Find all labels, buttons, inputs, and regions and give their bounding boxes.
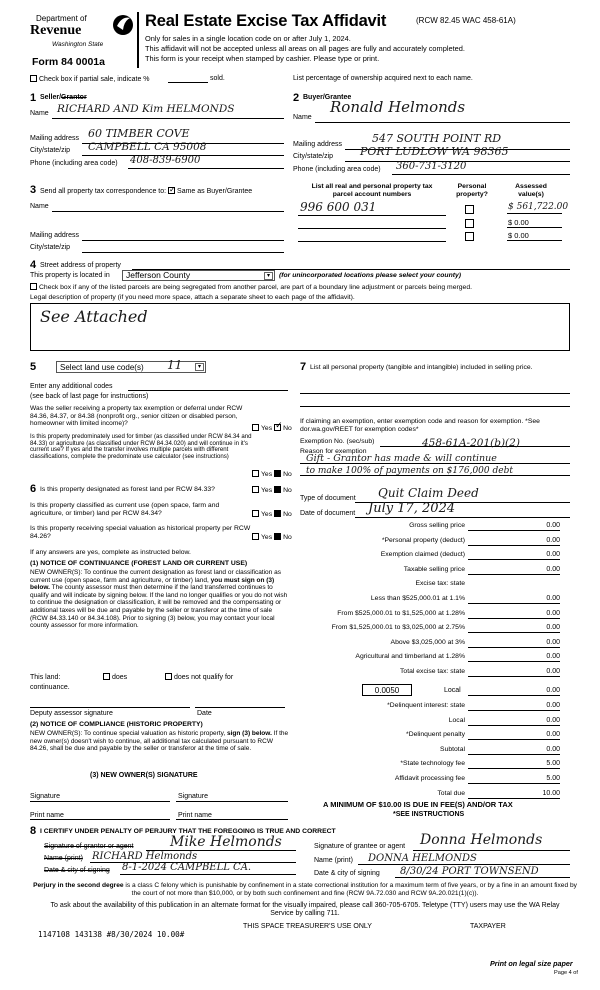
tax-row2-line	[468, 725, 560, 726]
buyer-mailing-label: Mailing address	[293, 141, 343, 148]
deputy-signature-label: Deputy assessor signature	[30, 710, 113, 717]
notice-continuance-text-b: you must sign on (3) below.	[30, 576, 275, 592]
tax-row-label: Total excise tax: state	[400, 668, 465, 675]
tax-row-value: 0.00	[546, 624, 560, 632]
buyer-phone-value[interactable]: 360-731-3120	[396, 161, 467, 172]
revenue-text: Revenue	[30, 23, 82, 38]
timber-yes-no	[252, 470, 292, 479]
availability-notice: To ask about the availability of this publication in an alternate format for the visually impaired, please call 360-705-6705. Teletype (TTY) users may use the WA Relay Service by calling 711.	[50, 902, 560, 918]
personal-property-line-1[interactable]	[300, 393, 570, 394]
current-use-yes-no	[252, 510, 292, 519]
owner-signature-line-1[interactable]	[30, 801, 170, 802]
grantor-date-line	[120, 874, 296, 875]
partial-sale-label: Check box if partial sale, indicate %	[39, 76, 150, 83]
tax-row2-label: Subtotal	[440, 745, 465, 753]
yes-label: Yes	[261, 487, 273, 494]
deputy-date-line[interactable]	[195, 707, 285, 708]
located-in-label: This property is located in	[30, 272, 110, 279]
tax-row2-label: Affidavit processing fee	[394, 775, 465, 782]
section8-number: 8	[30, 825, 37, 837]
state-text: Washington State	[52, 41, 104, 48]
this-land-label: This land:	[30, 674, 61, 681]
notice-continuance-title: (1) NOTICE OF CONTINUANCE (FOREST LAND OR CURRENT USE)	[30, 560, 248, 567]
grantee-signature-line	[413, 850, 570, 851]
forest-yes-checkbox[interactable]	[252, 486, 259, 493]
seller-label	[40, 94, 87, 102]
chevron-down-icon: ▾	[195, 363, 204, 371]
tax-row-line	[468, 530, 560, 531]
minimum-due: A MINIMUM OF $10.00 IS DUE IN FEE(S) AND/OR TAX	[323, 800, 513, 809]
tax-row2-value: 5.00	[546, 775, 560, 782]
grantor-date-value[interactable]: 8-1-2024 CAMPBELL CA.	[122, 862, 252, 873]
grantee-signature-label: Signature of grantee or agent	[314, 843, 406, 850]
tax-row-line	[468, 661, 560, 662]
yes-label: Yes	[261, 425, 273, 432]
notice-compliance-text-b: sign (3) below.	[227, 730, 272, 737]
ownership-note: List percentage of ownership acquired next to each name.	[293, 75, 473, 82]
partial-percent-line[interactable]	[168, 82, 208, 83]
exemption-no-checkbox[interactable]: ✓	[275, 420, 283, 430]
legal-description-value: See Attached	[40, 307, 148, 326]
timber-no-checkbox[interactable]	[274, 470, 281, 477]
county-note: (for unincorporated locations please select your county)	[279, 272, 462, 279]
historic-no-checkbox[interactable]	[274, 533, 281, 540]
exemption-question: Was the seller receiving a property tax exemption or deferral under RCW 84.36, 84.37, or 84.38 (nonprofit org., senior citizen or disabled person, homeowner with limited income)?	[30, 405, 243, 428]
tax-row-line	[468, 574, 560, 575]
tax-row-line	[468, 603, 560, 604]
doc-date-value[interactable]: July 17, 2024	[368, 501, 456, 516]
parcel-2-line[interactable]	[298, 228, 446, 229]
tax-row2-line	[468, 798, 560, 799]
header-note-1: Only for sales in a single location code on or after July 1, 2024.	[145, 34, 351, 43]
perjury-notice	[30, 882, 580, 897]
buyer-name-label: Name	[293, 114, 312, 121]
grantor-signature-label: Signature of grantor or agent	[44, 843, 134, 850]
seller-name-line	[52, 118, 284, 119]
tax-row2-label: Local	[448, 716, 465, 724]
exemption-number-value[interactable]: 458-61A-201(b)(2)	[422, 437, 520, 449]
section3-number: 3	[30, 184, 37, 196]
form-title: Real Estate Excise Tax Affidavit	[145, 12, 387, 30]
tax-row-line	[468, 632, 560, 633]
tax-row-line	[468, 559, 560, 560]
tax-row2-value: 0.00	[546, 702, 560, 709]
seller-name-label: Name	[30, 110, 49, 117]
form-number: Form 84 0001a	[32, 56, 105, 68]
no-label: No	[283, 471, 292, 478]
tax-row2-line	[468, 754, 560, 755]
continuance-label: continuance.	[30, 684, 70, 691]
tax-row-line	[468, 618, 560, 619]
parcel-1-value-line	[507, 213, 562, 214]
section3-send-label: Send all property tax correspondence to:	[40, 188, 167, 195]
cashier-stamp: 1147108 143138 #8/30/2024 10.00#	[38, 930, 185, 939]
tax-row2-value: 0.00	[546, 731, 560, 739]
reason-label: Reason for exemption	[300, 448, 367, 455]
partial-sale-checkbox[interactable]	[30, 75, 37, 82]
tax-row-label: *Personal property (deduct)	[381, 536, 465, 544]
tax-row-label: Gross selling price	[409, 522, 465, 529]
doc-type-value[interactable]: Quit Claim Deed	[378, 486, 479, 500]
tax-row-label: From $525,000.01 to $1,525,000 at 1.28%	[337, 609, 465, 617]
tax-row2-label: *State technology fee	[400, 760, 465, 768]
does-checkbox[interactable]	[103, 673, 110, 680]
additional-codes-line[interactable]	[128, 390, 288, 391]
local-label: Local	[444, 687, 461, 694]
tax-row2-line	[468, 710, 560, 711]
deputy-date-label: Date	[197, 710, 212, 717]
land-use-select[interactable]	[56, 358, 206, 373]
buyer-city-label: City/state/zip	[293, 153, 334, 160]
tax-row2-line	[468, 768, 560, 769]
section3-mailing-line[interactable]	[82, 240, 284, 241]
parcel-header: List all real and personal property tax parcel account numbers	[311, 183, 433, 198]
county-select[interactable]	[122, 270, 275, 281]
no-label: No	[283, 534, 292, 541]
notice-compliance-title: (2) NOTICE OF COMPLIANCE (HISTORIC PROPERTY)	[30, 721, 203, 728]
owner-signature-label-2: Signature	[178, 793, 208, 800]
partial-sale-row	[30, 75, 150, 84]
no-label: No	[283, 487, 292, 494]
section3-name-label: Name	[30, 203, 49, 210]
taxpayer-label: TAXPAYER	[470, 923, 506, 930]
local-rate-value: 0.0050	[374, 686, 400, 695]
tax-row-label: From $1,525,000.01 to $3,025,000 at 2.75%	[331, 624, 465, 632]
personal-property-label: List all personal property (tangible and intangible) included in selling price.	[310, 364, 533, 371]
historic-yes-checkbox[interactable]	[252, 533, 259, 540]
owner-print-label-2: Print name	[178, 812, 212, 819]
grantee-name-label: Name (print)	[314, 857, 353, 864]
tax-row-value: 0.00	[546, 668, 560, 675]
forest-question: Is this property designated as forest land per RCW 84.33?	[40, 486, 215, 493]
treasurer-use: THIS SPACE TREASURER'S USE ONLY	[243, 923, 372, 930]
forest-no-checkbox[interactable]	[274, 486, 281, 493]
parcel-1-personal-checkbox[interactable]	[465, 205, 474, 214]
tax-row2-value: 0.00	[546, 716, 560, 724]
tax-row-label: Agricultural and timberland at 1.28%	[355, 653, 465, 661]
exemption-number-label: Exemption No. (sec/sub)	[300, 438, 375, 445]
segregated-label: Check box if any of the listed parcels are being segregated from another parcel, are part of a boundary line adjustment or parcels being merged.	[39, 284, 472, 291]
notice-continuance-text-c: The county assessor must then determine if the land transferred continues to qualify and will indicate by signing below. If the land no longer qualifies or you do not wish to continue the designation or classification, it will be removed and the compensating or additional taxes will be due and payable by the seller or transferor at the time of sale (RCW 84.33.140 or 84.34.108). Prior to signing (3) below, you may contact your local county assessor for more information.	[30, 584, 288, 630]
segregated-checkbox[interactable]	[30, 283, 37, 290]
buyer-label: Buyer/Grantee	[303, 94, 352, 101]
header-note-3: This form is your receipt when stamped by cashier. Please type or print.	[145, 54, 380, 63]
section3-mailing-label: Mailing address	[30, 232, 80, 239]
buyer-phone-line	[392, 174, 570, 175]
grantee-date-value[interactable]: 8/30/24 PORT TOWNSEND	[400, 866, 539, 877]
owner-print-label-1: Print name	[30, 812, 64, 819]
section3-city-line[interactable]	[82, 252, 284, 253]
tax-row-label: Above $3,025,000 at 3%	[390, 638, 465, 646]
street-address-label: Street address of property	[40, 262, 121, 269]
tax-row2-label: *Delinquent penalty	[406, 731, 465, 739]
section6-number: 6	[30, 483, 37, 495]
header-divider	[137, 12, 139, 68]
doc-type-label: Type of document	[300, 495, 356, 502]
tax-row2-line	[468, 739, 560, 740]
tax-row2-line	[468, 783, 560, 784]
does-label: does	[112, 674, 128, 681]
tax-row-label: Excise tax: state	[415, 580, 465, 588]
exemption-note: If claiming an exemption, enter exemption code and reason for exemption. *See dor.wa.gov/REET for exemption codes*	[300, 418, 540, 433]
tax-row-line	[468, 545, 560, 546]
additional-codes-label: Enter any additional codes	[30, 383, 113, 390]
no-label: No	[283, 511, 292, 518]
print-legal-note: Print on legal size paper	[490, 959, 573, 968]
exemption-yes-no	[252, 420, 292, 433]
dept-text: Department of	[36, 14, 87, 23]
section4-number: 4	[30, 259, 37, 271]
does-option	[103, 673, 127, 682]
notice-compliance-text	[30, 730, 290, 753]
tax-row2-value: 0.00	[546, 745, 560, 753]
land-use-value: 11	[167, 358, 183, 372]
exemption-yes-checkbox[interactable]	[252, 424, 259, 431]
section7-number: 7	[300, 361, 307, 373]
revenue-swoosh-icon	[112, 12, 134, 38]
parcel-1-value[interactable]: $ 561,722.00	[508, 202, 569, 212]
legal-description-label: Legal description of property (if you need more space, attach a separate sheet to each page of the affidavit).	[30, 294, 355, 301]
buyer-name-line	[315, 122, 570, 123]
seller-label-a: Seller/	[40, 94, 62, 101]
parcel-3-personal-checkbox[interactable]	[465, 232, 474, 241]
forest-yes-no	[252, 486, 292, 495]
tax-row-value: 0.00	[546, 609, 560, 617]
same-as-buyer-checkbox[interactable]: ✓	[169, 185, 176, 194]
seller-city-value[interactable]: CAMPBELL CA 95008	[88, 141, 207, 153]
local-rate-box[interactable]	[362, 684, 412, 696]
see-instructions: *SEE INSTRUCTIONS	[393, 811, 465, 818]
current-use-no-checkbox[interactable]	[274, 510, 281, 517]
current-use-yes-checkbox[interactable]	[252, 510, 259, 517]
personal-property-line-2[interactable]	[300, 406, 570, 407]
grantee-date-label: Date & city of signing	[314, 870, 380, 877]
reason-value-2[interactable]: to make 100% of payments on $176,000 debt	[306, 466, 513, 476]
grantee-name-value[interactable]: DONNA HELMONDS	[368, 853, 477, 864]
tax-row-value: 0.00	[546, 536, 560, 544]
seller-phone-value[interactable]: 408-839-6900	[130, 155, 201, 166]
buyer-phone-label: Phone (including area code)	[293, 166, 381, 173]
see-back-note: (see back of last page for instructions)	[30, 393, 149, 400]
deputy-signature-line[interactable]	[30, 707, 190, 708]
certify-statement: I CERTIFY UNDER PENALTY OF PERJURY THAT THE FOREGOING IS TRUE AND CORRECT	[40, 828, 336, 835]
seller-mailing-label: Mailing address	[30, 135, 80, 142]
grantor-signature-value[interactable]: Mike Helmonds	[170, 834, 282, 850]
parcel-3-line[interactable]	[298, 241, 446, 242]
notice-compliance-text-c: If the new owner(s) doesn't wish to continue, all additional tax calculated pursuant to RCW 84.26, shall be due and payable by the seller or transferor at the time of sale.	[30, 730, 289, 753]
tax-row-value: 0.00	[546, 638, 560, 646]
header-note-2: This affidavit will not be accepted unless all areas on all pages are fully and accurately completed.	[145, 44, 465, 53]
notice-compliance-text-a: NEW OWNER(S): To continue special valuation as historic property,	[30, 730, 227, 737]
local-value: 0.00	[546, 687, 560, 694]
tax-row-label: Less than $525,000.01 at 1.1%	[370, 595, 465, 602]
current-use-question: Is this property classified as current use (open space, farm and agriculture, or timber) land per RCW 84.34?	[30, 502, 220, 517]
section3-name-line[interactable]	[52, 211, 284, 212]
tax-row-label: Taxable selling price	[403, 565, 465, 573]
owner-signature-label-1: Signature	[30, 793, 60, 800]
local-value-line	[468, 695, 560, 696]
tax-row-line	[468, 647, 560, 648]
tax-row-value: 0.00	[546, 565, 560, 573]
buyer-section-number: 2	[293, 92, 300, 104]
yes-label: Yes	[261, 534, 273, 541]
grantor-name-value[interactable]: RICHARD Helmonds	[92, 851, 198, 862]
tax-row-value: 0.00	[546, 522, 560, 529]
if-yes-note: If any answers are yes, complete as instructed below.	[30, 549, 191, 556]
new-owner-signature-title: (3) NEW OWNER(S) SIGNATURE	[90, 772, 198, 779]
tax-row2-value: 10.00	[542, 789, 560, 797]
doc-date-label: Date of document	[300, 510, 356, 517]
notice-continuance-text-a: NEW OWNER(S): To continue the current designation as forest land or classification as current use (open space, farm and agriculture, or timber) land,	[30, 569, 281, 584]
yes-label: Yes	[261, 511, 273, 518]
assessed-header: Assessed value(s)	[515, 183, 547, 198]
historic-yes-no	[252, 533, 292, 542]
tax-row2-label: Total due	[437, 789, 465, 797]
same-as-buyer-label: Same as Buyer/Grantee	[177, 188, 253, 195]
rcw-reference: (RCW 82.45 WAC 458-61A)	[416, 16, 516, 25]
parcel-3-value[interactable]: $ 0.00	[508, 231, 529, 240]
seller-mailing-value[interactable]: 60 TIMBER COVE	[88, 127, 190, 140]
county-select-value: Jefferson County	[126, 270, 191, 280]
parcel-2-personal-checkbox[interactable]	[465, 219, 474, 228]
seller-section-number: 1	[30, 92, 37, 104]
notice-continuance-text	[30, 569, 290, 630]
partial-sold-label: sold.	[210, 75, 225, 82]
section5-number: 5	[30, 361, 37, 373]
no-label: No	[283, 425, 292, 432]
section3-city-label: City/state/zip	[30, 244, 71, 251]
land-use-select-label: Select land use code(s)	[60, 363, 144, 372]
tax-row-value: 0.00	[546, 595, 560, 602]
chevron-down-icon: ▾	[264, 272, 273, 280]
does-not-checkbox[interactable]	[165, 673, 172, 680]
grantor-name-label: Name (print)	[44, 855, 83, 862]
seller-name-value[interactable]: RICHARD AND Kim HELMONDS	[57, 103, 235, 115]
segregated-row	[30, 283, 472, 292]
seller-city-label: City/state/zip	[30, 147, 71, 154]
parcel-1-line	[298, 215, 446, 216]
seller-phone-label: Phone (including area code)	[30, 160, 118, 167]
personal-property-header: Personal property?	[456, 183, 488, 198]
tax-row-value: 0.00	[546, 551, 560, 559]
perjury-notice-a: Perjury in the second degree	[33, 882, 124, 889]
historic-question: Is this property receiving special valuation as historical property per RCW 84.26?	[30, 525, 251, 540]
timber-yes-checkbox[interactable]	[252, 470, 259, 477]
tax-row-value: 0.00	[546, 653, 560, 661]
yes-label: Yes	[261, 471, 273, 478]
timber-question: Is this property predominately used for timber (as classified under RCW 84.34 and 84.33) or agriculture (as classified under RCW 84.34.020) and will continue in it's current use? If yes and the transfer involves multiple parcels with different classifications, complete the predominate use calculator (see instructions)	[30, 433, 252, 461]
buyer-mailing-value[interactable]: 547 SOUTH POINT RD	[372, 132, 502, 145]
grantor-date-label: Date & city of signing	[44, 867, 110, 874]
section3-label	[40, 187, 252, 196]
perjury-notice-b: is a class C felony which is punishable by confinement in a state correctional institution for a maximum term of five years, or by a fine in an amount fixed by the court of not more than $10,000, or by both such confinement and fine (RCW 9A.72.030 and RCW 9A.20.021(1)(c)).	[123, 882, 577, 897]
owner-signature-line-2[interactable]	[176, 801, 288, 802]
buyer-name-value[interactable]: Ronald Helmonds	[330, 98, 466, 116]
reason-value-1[interactable]: Gift - Grantor has made & will continue	[306, 453, 497, 464]
tax-row2-value: 5.00	[546, 760, 560, 768]
does-not-option	[165, 673, 233, 682]
parcel-1-number[interactable]: 996 600 031	[300, 200, 377, 214]
parcel-2-value[interactable]: $ 0.00	[508, 218, 529, 227]
seller-label-b: Grantor	[61, 94, 87, 101]
page-number: Page 4 of	[554, 970, 578, 976]
does-not-label: does not qualify for	[174, 674, 234, 681]
seller-phone-line	[128, 168, 284, 169]
dor-logo	[30, 12, 142, 62]
tax-row2-label: *Delinquent interest: state	[387, 702, 465, 709]
tax-row-label: Exemption claimed (deduct)	[380, 551, 465, 559]
doc-date-line	[355, 517, 570, 518]
buyer-city-value[interactable]: PORT LUDLOW WA 98365	[360, 145, 509, 158]
tax-row-line	[468, 676, 560, 677]
grantee-signature-value[interactable]: Donna Helmonds	[420, 832, 543, 848]
